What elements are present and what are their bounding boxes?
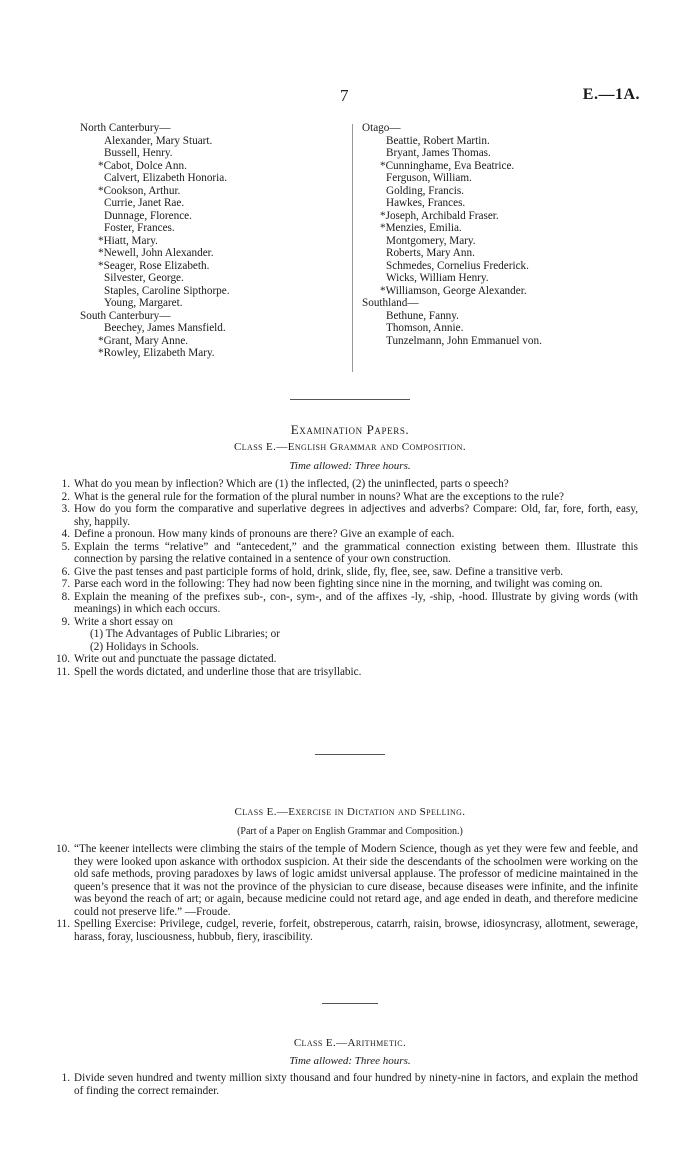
list-item: Beechey, James Mansfield.	[104, 322, 226, 334]
list-item: *Rowley, Elizabeth Mary.	[98, 347, 215, 359]
list-item: *Newell, John Alexander.	[98, 247, 214, 259]
region-label: South Canterbury—	[80, 309, 171, 322]
list-item: *Menzies, Emilia.	[380, 222, 462, 234]
dictation-questions	[48, 843, 638, 943]
list-item: Currie, Janet Rae.	[104, 197, 185, 209]
dictation-note: (Part of a Paper on English Grammar and Composition.)	[237, 826, 463, 837]
right-column	[362, 122, 642, 347]
question: 3. How do you form the comparative and superlative degrees in adjectives and adverbs? Compare: Old, far, fore, forth, easy, shy, happily.	[61, 503, 638, 528]
region-label: Otago—	[362, 122, 401, 134]
region-southland	[362, 297, 642, 347]
list-item: Schmedes, Cornelius Frederick.	[386, 259, 529, 272]
list-item: Alexander, Mary Stuart.	[104, 134, 213, 147]
list-item: *Williamson, George Alexander.	[380, 284, 527, 297]
list-item: Bryant, James Thomas.	[386, 147, 491, 159]
question: 10. “The keener intellects were climbing the stairs of the temple of Modern Science, though as yet they were few and feeble, and they were looked upon askance with orthodox suspicion. At their side the descendants of the schoolmen were working on the old safe methods, proving paradoxes by laws of logic amidst universal applause. The professor of medicine maintained in the queen’s presence that it was not the province of the physician to cure disease, because diseases were infinite, and the infinite was beyond the reach of art; or again, because medicine could not retard age, and age ended in death, and therefore medicine could not preserve life.” —Froude.	[56, 843, 638, 918]
list-item: *Seager, Rose Elizabeth.	[98, 259, 210, 272]
question-option: (2) Holidays in Schools.	[90, 640, 199, 653]
list-item: Wicks, William Henry.	[386, 272, 489, 284]
region-south-canterbury	[80, 310, 350, 360]
grammar-questions	[48, 478, 638, 678]
list-item: Foster, Frances.	[104, 222, 175, 234]
left-column	[80, 122, 350, 360]
list-item: Golding, Francis.	[386, 184, 464, 197]
question: 11. Spell the words dictated, and underline those that are trisyllabic.	[56, 665, 362, 678]
list-item: *Cookson, Arthur.	[98, 184, 181, 197]
section-divider	[290, 399, 410, 400]
question: 7. Parse each word in the following: They had now been fighting since nine in the morning, and twilight was coming on.	[61, 578, 603, 590]
region-north-canterbury	[80, 122, 350, 310]
question: 4. Define a pronoun. How many kinds of pronouns are there? Give an example of each.	[61, 528, 455, 540]
question: 11. Spelling Exercise: Privilege, cudgel, reverie, forfeit, obstreperous, catarrh, raisin, browse, idiosyncrasy, allotment, sewerage, harass, foray, lusciousness, hubbub, fiery, irascibility.	[56, 918, 638, 943]
list-item: Young, Margaret.	[104, 297, 183, 309]
list-item: Tunzelmann, John Emmanuel von.	[386, 334, 542, 347]
list-item: Thomson, Annie.	[386, 322, 464, 334]
question: 10. Write out and punctuate the passage dictated.	[56, 653, 277, 665]
list-item: Dunnage, Florence.	[104, 209, 192, 222]
examination-papers-heading: Examination Papers.	[290, 422, 410, 437]
list-item: *Cabot, Dolce Ann.	[98, 159, 187, 172]
list-item: Roberts, Mary Ann.	[386, 247, 475, 259]
page-number: 7	[340, 86, 349, 105]
region-label: North Canterbury—	[80, 122, 171, 134]
list-item: Ferguson, William.	[386, 172, 472, 184]
list-item: *Joseph, Archibald Fraser.	[380, 209, 499, 222]
region-otago	[362, 122, 642, 297]
question: 1. What do you mean by inflection? Which are (1) the inflected, (2) the uninflected, parts o speech?	[61, 478, 509, 490]
list-item: *Hiatt, Mary.	[98, 234, 158, 247]
arithmetic-questions	[48, 1072, 638, 1097]
question: 2. What is the general rule for the formation of the plural number in nouns? What are the exceptions to the rule?	[61, 490, 565, 503]
page-reference: E.—1A.	[582, 86, 640, 103]
question: 5. Explain the terms “relative” and “antecedent,” and the grammatical connection existing between them. Illustrate this connection by parsing the relative contained in a sentence of your own construction.	[61, 540, 638, 565]
list-item: *Cunninghame, Eva Beatrice.	[380, 159, 515, 172]
question: 9. Write a short essay on	[61, 615, 173, 628]
list-item: *Grant, Mary Anne.	[98, 334, 189, 347]
list-item: Beattie, Robert Martin.	[386, 134, 490, 147]
column-divider	[352, 124, 353, 372]
list-item: Montgomery, Mary.	[386, 234, 476, 247]
candidate-lists	[80, 122, 640, 374]
region-label: Southland—	[362, 297, 419, 309]
dictation-section-title: Class E.—Exercise in Dictation and Spelling.	[234, 806, 466, 818]
question-option: (1) The Advantages of Public Libraries; or	[90, 628, 280, 640]
list-item: Staples, Caroline Sipthorpe.	[104, 284, 230, 297]
list-item: Bussell, Henry.	[104, 147, 173, 159]
grammar-section-title: Class E.—English Grammar and Composition.	[234, 441, 466, 453]
list-item: Silvester, George.	[104, 272, 184, 284]
question: 1. Divide seven hundred and twenty million sixty thousand and four hundred by ninety-nine in factors, and explain the method of finding the correct remainder.	[61, 1072, 638, 1097]
grammar-time-allowed: Time allowed: Three hours.	[289, 460, 411, 472]
list-item: Calvert, Elizabeth Honoria.	[104, 172, 228, 184]
list-item: Hawkes, Frances.	[386, 197, 466, 209]
section-divider	[322, 1003, 378, 1004]
arithmetic-time-allowed: Time allowed: Three hours.	[289, 1055, 411, 1067]
list-item: Bethune, Fanny.	[386, 309, 459, 322]
question: 8. Explain the meaning of the prefixes sub-, con-, sym-, and of the affixes -ly, -ship, -hood. Illustrate by giving words (with meanings) in which each occurs.	[61, 590, 638, 615]
question: 6. Give the past tenses and past participle forms of hold, drink, slide, fly, flee, see, saw. Define a transitive verb.	[61, 565, 564, 578]
arithmetic-section-title: Class E.—Arithmetic.	[293, 1037, 407, 1049]
section-divider	[315, 754, 385, 755]
